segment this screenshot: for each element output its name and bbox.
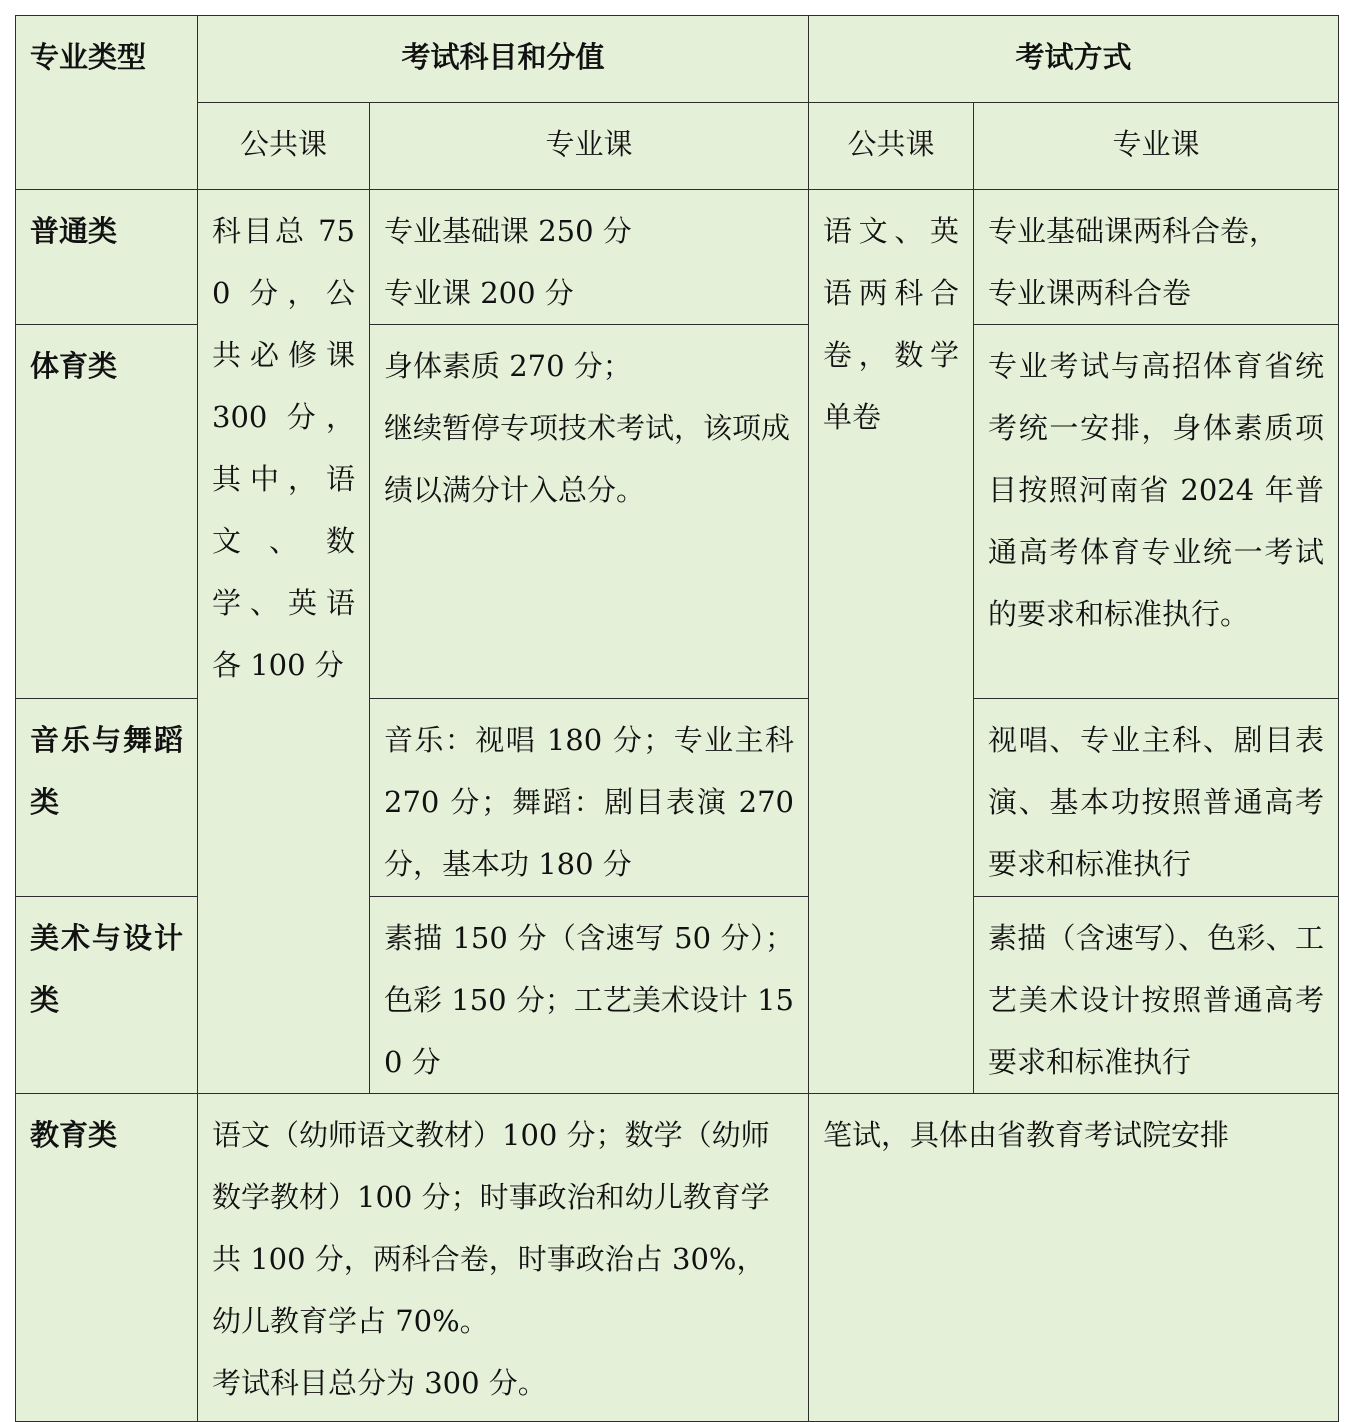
category-art-design: 美术与设计类 bbox=[16, 897, 198, 1094]
public-exam-method: 语文、英语两科合卷，数学单卷 bbox=[809, 190, 974, 1094]
sports-major-subjects bbox=[370, 325, 809, 699]
sports-major-line: 身体素质 270 分； bbox=[384, 349, 632, 383]
general-method-line: 专业课两科合卷 bbox=[988, 276, 1192, 310]
general-major-method bbox=[974, 190, 1339, 325]
exam-subjects-table bbox=[15, 15, 1339, 1422]
category-music-dance: 音乐与舞蹈类 bbox=[16, 699, 198, 897]
general-method-line: 专业基础课两科合卷， bbox=[988, 214, 1279, 248]
category-sports: 体育类 bbox=[16, 325, 198, 699]
general-major-line: 专业基础课 250 分 bbox=[384, 214, 632, 248]
art-major-method: 素描（含速写）、色彩、工艺美术设计按照普通高考要求和标准执行 bbox=[974, 897, 1339, 1094]
subheader-major-method: 专业课 bbox=[974, 103, 1339, 190]
general-major-subjects bbox=[370, 190, 809, 325]
art-major-subjects: 素描 150 分（含速写 50 分）；色彩 150 分；工艺美术设计 150 分 bbox=[370, 897, 809, 1094]
education-method: 笔试，具体由省教育考试院安排 bbox=[809, 1094, 1339, 1422]
public-subjects-score: 科目总 750 分，公共必修课 300 分，其中，语文、数学、英语各 100 分 bbox=[198, 190, 370, 1094]
sports-major-method: 专业考试与高招体育省统考统一安排，身体素质项目按照河南省 2024 年普通高考体育专业统一考试的要求和标准执行。 bbox=[974, 325, 1339, 699]
education-subjects-line: 语文（幼师语文教材）100 分；数学（幼师数学教材）100 分；时事政治和幼儿教育学共 100 分，两科合卷，时事政治占 30%，幼儿教育学占 70%。 bbox=[212, 1118, 770, 1338]
subheader-public-method: 公共课 bbox=[809, 103, 974, 190]
category-general: 普通类 bbox=[16, 190, 198, 325]
education-subjects-line: 考试科目总分为 300 分。 bbox=[212, 1366, 547, 1400]
header-category: 专业类型 bbox=[16, 16, 198, 190]
sports-major-line: 继续暂停专项技术考试，该项成绩以满分计入总分。 bbox=[384, 411, 791, 507]
education-subjects bbox=[198, 1094, 809, 1422]
subheader-public-course: 公共课 bbox=[198, 103, 370, 190]
header-method: 考试方式 bbox=[809, 16, 1339, 103]
general-major-line: 专业课 200 分 bbox=[384, 276, 574, 310]
category-education: 教育类 bbox=[16, 1094, 198, 1422]
header-subjects: 考试科目和分值 bbox=[198, 16, 809, 103]
music-major-subjects: 音乐：视唱 180 分；专业主科 270 分；舞蹈：剧目表演 270 分，基本功 180 分 bbox=[370, 699, 809, 897]
subheader-major-course: 专业课 bbox=[370, 103, 809, 190]
music-major-method: 视唱、专业主科、剧目表演、基本功按照普通高考要求和标准执行 bbox=[974, 699, 1339, 897]
